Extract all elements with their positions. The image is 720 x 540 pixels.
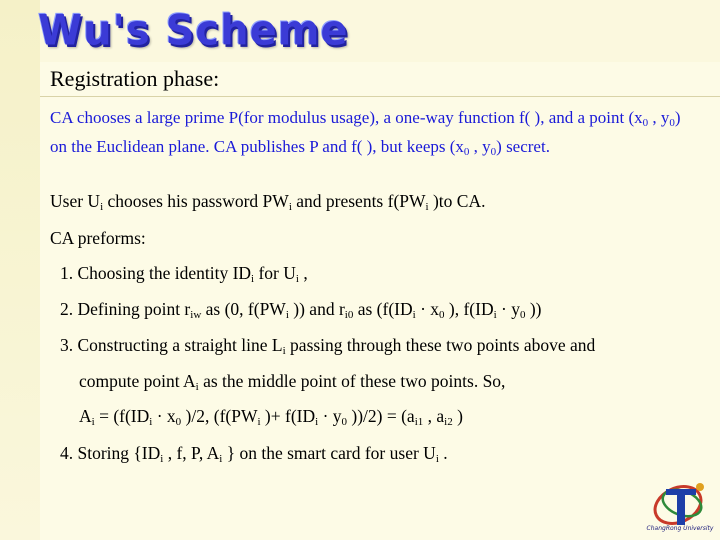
user-password-line: User $U_i$ chooses his password $PW_i$ and presents $f(PW_i$ )to CA.	[50, 191, 486, 213]
ca-intro-paragraph: CA chooses a large prime P(for modulus usage), a one-way function f( ), and a point ($x_0$ , $y_0$) on the Euclidean plane. CA publishes P and f( ), but keeps ($x_0$ , $y_0$) secret.	[50, 108, 681, 158]
heading-divider	[40, 96, 720, 97]
step-3-line-2: compute point $A_i$ as the middle point of these two points. So,	[79, 371, 506, 393]
section-heading: Registration phase:	[50, 66, 220, 91]
step-4: 4. Storing {$ID_i$ , f, P, $A_i$ } on the smart card for user $U_i$ .	[60, 443, 448, 465]
step-1: 1. Choosing the identity $ID_i$ for $U_i$ ,	[60, 263, 308, 285]
step-3-line-1: 3. Constructing a straight line $L_i$ passing through these two points above and	[60, 335, 596, 357]
step-3-line-3: $A_i = (f(ID_i \cdot x_0$ )/2, ($f(PW_i$ )+ $f(ID_i \cdot y_0$ ))$/2) = (a_{i1}$ , $a_{i2}$ )	[79, 406, 463, 428]
logo-dot	[696, 483, 704, 491]
step-2: 2. Defining point $r_{iw}$ as (0, $f(PW_i$ )) and $r_{i0}$ as ($f(ID_i \cdot x_0$ ), $f(ID_i \cdot y_0$ ))	[60, 299, 542, 321]
university-name: ChangRong University	[646, 525, 714, 532]
left-sidebar-decoration	[0, 0, 40, 540]
logo-letter-mark	[666, 489, 696, 525]
slide-title: Wu's Scheme	[38, 6, 349, 56]
ca-performs-label: CA preforms:	[50, 228, 146, 248]
